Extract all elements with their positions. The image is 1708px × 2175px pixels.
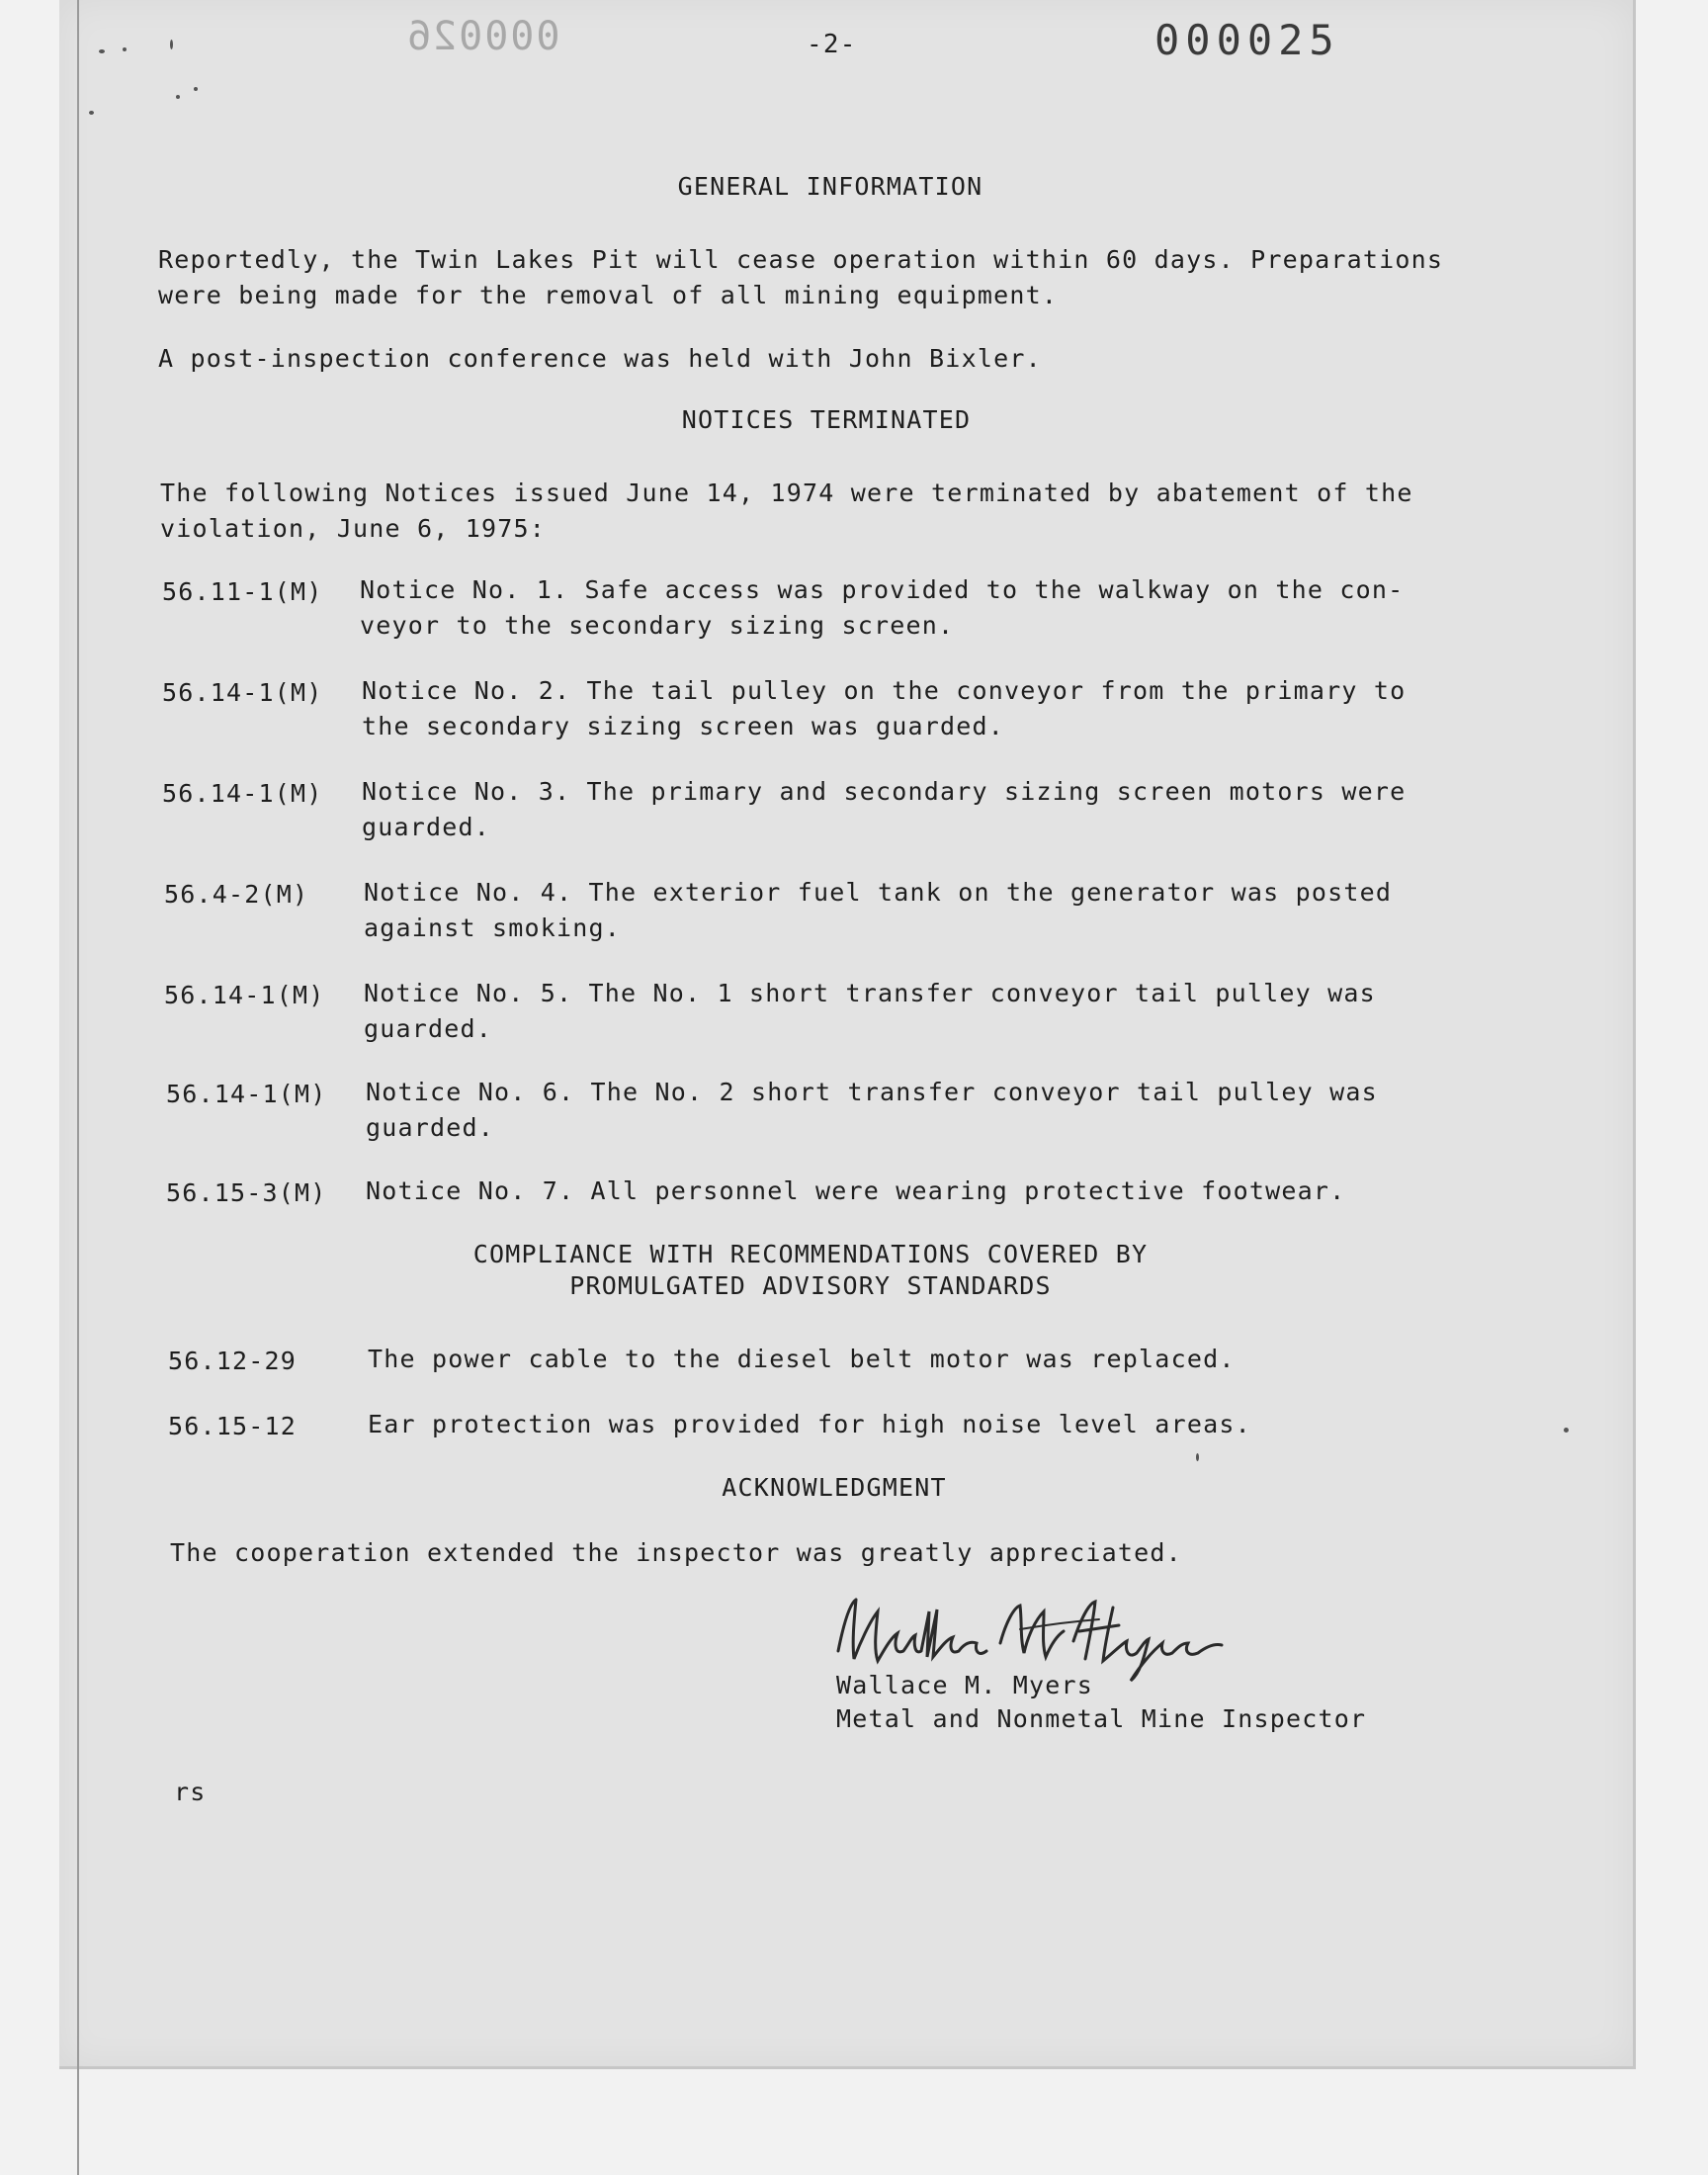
acknowledgment-text: The cooperation extended the inspector was greatly appreciated. — [170, 1538, 1182, 1567]
notice-text-line: Notice No. 1. Safe access was provided to the walkway on the con- — [360, 575, 1405, 604]
notice-code: 56.14-1(M) — [162, 779, 323, 808]
notices-terminated-heading: NOTICES TERMINATED — [681, 405, 972, 434]
notice-text-line: Notice No. 5. The No. 1 short transfer conveyor tail pulley was — [364, 979, 1376, 1007]
compliance-text: Ear protection was provided for high noise level areas. — [368, 1410, 1251, 1438]
scan-speck — [194, 87, 198, 91]
notice-text-line: guarded. — [366, 1113, 495, 1142]
scan-speck — [170, 40, 173, 49]
notice-text-line: Notice No. 6. The No. 2 short transfer conveyor tail pulley was — [366, 1078, 1378, 1106]
compliance-text: The power cable to the diesel belt motor was replaced. — [368, 1345, 1236, 1373]
notice-code: 56.4-2(M) — [164, 880, 309, 909]
scan-speck — [99, 49, 105, 53]
scan-speck — [123, 47, 127, 51]
notices-intro-line: violation, June 6, 1975: — [160, 514, 547, 543]
document-page — [59, 0, 1636, 2069]
notice-text-line: Notice No. 7. All personnel were wearing protective footwear. — [366, 1176, 1346, 1205]
typist-initials: rs — [174, 1778, 207, 1806]
notice-text-line: Notice No. 2. The tail pulley on the conveyor from the primary to — [362, 676, 1407, 705]
notice-text-line: the secondary sizing screen was guarded. — [362, 712, 1005, 740]
notice-text-line: Notice No. 4. The exterior fuel tank on the generator was posted — [364, 878, 1393, 907]
notice-text-line: veyor to the secondary sizing screen. — [360, 611, 955, 640]
notice-code: 56.14-1(M) — [164, 981, 325, 1009]
notice-text-line: guarded. — [362, 813, 491, 841]
general-info-paragraph-line: were being made for the removal of all mining equipment. — [158, 281, 1059, 309]
compliance-heading: COMPLIANCE WITH RECOMMENDATIONS COVERED BY — [472, 1240, 1149, 1268]
notice-code: 56.14-1(M) — [162, 678, 323, 707]
page-number: -2- — [807, 30, 857, 59]
scan-speck — [176, 95, 180, 99]
scan-speck — [1196, 1453, 1199, 1461]
ghost-page-number: 000026 — [405, 14, 560, 59]
page-left-edge — [77, 0, 79, 2175]
general-information-heading: GENERAL INFORMATION — [677, 172, 983, 201]
scan-speck — [1564, 1428, 1569, 1433]
notices-intro-line: The following Notices issued June 14, 1974 were terminated by abatement of the — [160, 478, 1413, 507]
signer-title: Metal and Nonmetal Mine Inspector — [836, 1704, 1367, 1733]
notice-code: 56.14-1(M) — [166, 1080, 327, 1108]
notice-code: 56.11-1(M) — [162, 577, 323, 606]
notice-text-line: guarded. — [364, 1014, 493, 1043]
compliance-code: 56.12-29 — [168, 1347, 298, 1375]
signer-name: Wallace M. Myers — [836, 1671, 1094, 1699]
compliance-code: 56.15-12 — [168, 1412, 298, 1440]
general-info-paragraph-line: Reportedly, the Twin Lakes Pit will cease operation within 60 days. Preparations — [158, 245, 1444, 274]
scan-speck — [89, 111, 94, 115]
conference-paragraph: A post-inspection conference was held with John Bixler. — [158, 344, 1042, 373]
acknowledgment-heading: ACKNOWLEDGMENT — [722, 1473, 947, 1502]
notice-text-line: against smoking. — [364, 914, 622, 942]
compliance-heading-line2: PROMULGATED ADVISORY STANDARDS — [569, 1271, 1052, 1300]
notice-code: 56.15-3(M) — [166, 1178, 327, 1207]
document-stamp-number: 000025 — [1154, 16, 1340, 64]
notice-text-line: Notice No. 3. The primary and secondary sizing screen motors were — [362, 777, 1407, 806]
